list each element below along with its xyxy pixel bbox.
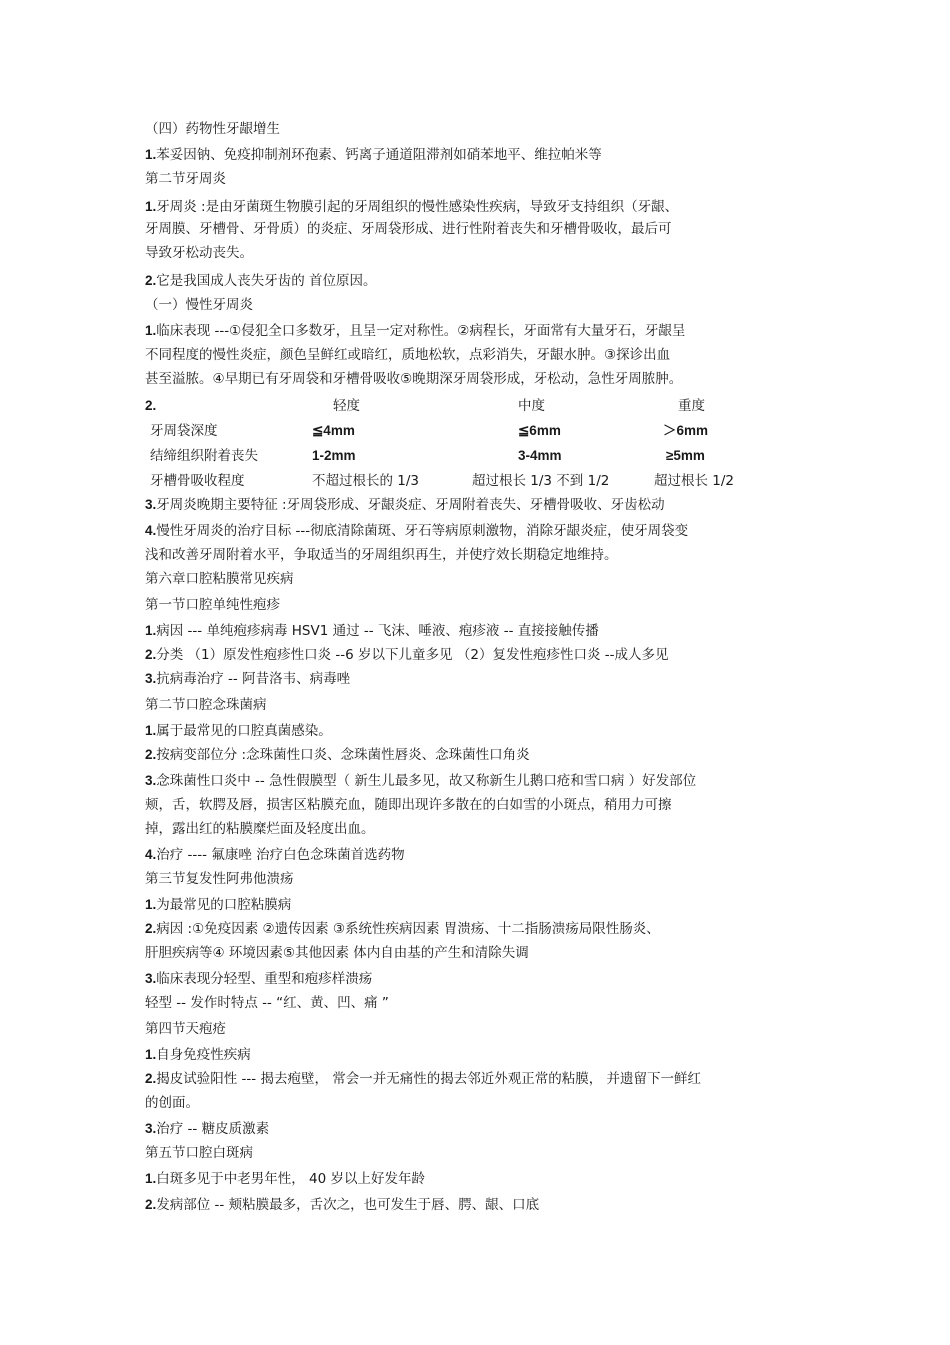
- paragraph-line: 的创面。: [145, 1095, 199, 1111]
- paragraph-line: 掉，露出红的粘膜糜烂面及轻度出血。: [145, 821, 375, 837]
- list-item: 2.发病部位 -- 颊粘膜最多，舌次之，也可发生于唇、腭、龈、口底: [145, 1197, 540, 1213]
- paragraph-line: 导致牙松动丧失。: [145, 245, 253, 261]
- table-cell: ＞6mm: [663, 423, 709, 438]
- list-item: 2.分类 （1）原发性疱疹性口炎 --6 岁以下儿童多见 （2）复发性疱疹性口炎 --成人多见: [145, 647, 669, 663]
- list-item: 4.治疗 ---- 氟康唑 治疗白色念珠菌首选药物: [145, 847, 405, 863]
- table-cell: 3-4mm: [518, 448, 562, 463]
- table-header: 中度: [518, 398, 545, 414]
- list-item: 1.属于最常见的口腔真菌感染。: [145, 723, 332, 739]
- list-item: 1.病因 --- 单纯疱疹病毒 HSV1 通过 -- 飞沫、唾液、疱疹液 -- 直接接触传播: [145, 623, 599, 639]
- list-item: 1.牙周炎 :是由牙菌斑生物膜引起的牙周组织的慢性感染性疾病，导致牙支持组织（牙龈、: [145, 199, 679, 215]
- list-item: 1.为最常见的口腔粘膜病: [145, 897, 292, 913]
- paragraph-line: 浅和改善牙周附着水平，争取适当的牙周组织再生，并使疗效长期稳定地维持。: [145, 547, 618, 563]
- table-header: 重度: [678, 398, 705, 414]
- paragraph-line: 轻型 -- 发作时特点 -- “红、黄、凹、痛 ”: [145, 995, 389, 1011]
- table-cell: 超过根长 1/2: [654, 473, 735, 489]
- table-row-label: 结缔组织附着丧失: [150, 448, 258, 464]
- list-item: 1.白斑多见于中老男年性， 40 岁以上好发年龄: [145, 1171, 426, 1187]
- table-cell: 不超过根长的 1/3: [312, 473, 420, 489]
- table-cell: 超过根长 1/3 不到 1/2: [472, 473, 610, 489]
- list-item: 1.自身免疫性疾病: [145, 1047, 251, 1063]
- table-number: 2.: [145, 398, 157, 413]
- list-item: 3.临床表现分轻型、重型和疱疹样溃疡: [145, 971, 373, 987]
- table-cell: ≦6mm: [518, 423, 561, 438]
- list-item: 4.慢性牙周炎的治疗目标 ---彻底清除菌斑、牙石等病原刺激物，消除牙龈炎症，使牙周袋变: [145, 523, 689, 539]
- subsection-heading: （一）慢性牙周炎: [145, 297, 253, 313]
- list-item: 3.抗病毒治疗 -- 阿昔洛韦、病毒唑: [145, 671, 351, 687]
- section-heading: 第二节牙周炎: [145, 171, 226, 187]
- list-item: 2.病因 :①免疫因素 ②遗传因素 ③系统性疾病因素 胃溃疡、十二指肠溃疡局限性肠炎、: [145, 921, 660, 937]
- list-item: 2.揭皮试验阳性 --- 揭去疱壁， 常会一并无痛性的揭去邻近外观正常的粘膜， 并遗留下一鲜红: [145, 1071, 702, 1087]
- chapter-heading: 第六章口腔粘膜常见疾病: [145, 571, 294, 587]
- list-item: 2.它是我国成人丧失牙齿的 首位原因。: [145, 273, 377, 289]
- section-heading: 第二节口腔念珠菌病: [145, 697, 267, 713]
- section-heading: 第三节复发性阿弗他溃疡: [145, 871, 294, 887]
- section-heading: 第一节口腔单纯性疱疹: [145, 597, 280, 613]
- table-cell: 1-2mm: [312, 448, 356, 463]
- table-row-label: 牙槽骨吸收程度: [150, 473, 245, 489]
- paragraph-line: 颊，舌，软腭及唇，损害区粘膜充血，随即出现许多散在的白如雪的小斑点，稍用力可擦: [145, 797, 672, 813]
- paragraph-line: 甚至溢脓。④早期已有牙周袋和牙槽骨吸收⑤晚期深牙周袋形成，牙松动，急性牙周脓肿。: [145, 371, 683, 387]
- list-item: 1.临床表现 ---①侵犯全口多数牙，且呈一定对称性。②病程长，牙面常有大量牙石，牙龈呈: [145, 323, 686, 339]
- list-item: 3.治疗 -- 糖皮质激素: [145, 1121, 270, 1137]
- subsection-heading: （四）药物性牙龈增生: [145, 121, 280, 137]
- list-item: 2.按病变部位分 :念珠菌性口炎、念珠菌性唇炎、念珠菌性口角炎: [145, 747, 530, 763]
- list-item: 1.苯妥因钠、免疫抑制剂环孢素、钙离子通道阻滞剂如硝苯地平、维拉帕米等: [145, 147, 602, 163]
- list-item: 3.牙周炎晚期主要特征 :牙周袋形成、牙龈炎症、牙周附着丧失、牙槽骨吸收、牙齿松动: [145, 497, 665, 513]
- section-heading: 第五节口腔白斑病: [145, 1145, 253, 1161]
- paragraph-line: 肝胆疾病等④ 环境因素⑤其他因素 体内自由基的产生和清除失调: [145, 945, 529, 961]
- paragraph-line: 不同程度的慢性炎症，颜色呈鲜红或暗红，质地松软，点彩消失，牙龈水肿。③探诊出血: [145, 347, 671, 363]
- table-header: 轻度: [333, 398, 360, 414]
- table-cell: ≥5mm: [666, 448, 705, 463]
- table-cell: ≦4mm: [312, 423, 355, 438]
- section-heading: 第四节天疱疮: [145, 1021, 226, 1037]
- paragraph-line: 牙周膜、牙槽骨、牙骨质）的炎症、牙周袋形成、进行性附着丧失和牙槽骨吸收，最后可: [145, 221, 672, 237]
- table-row-label: 牙周袋深度: [150, 423, 218, 439]
- list-item: 3.念珠菌性口炎中 -- 急性假膜型（ 新生儿最多见，故又称新生儿鹅口疮和雪口病 ）好发部位: [145, 773, 697, 789]
